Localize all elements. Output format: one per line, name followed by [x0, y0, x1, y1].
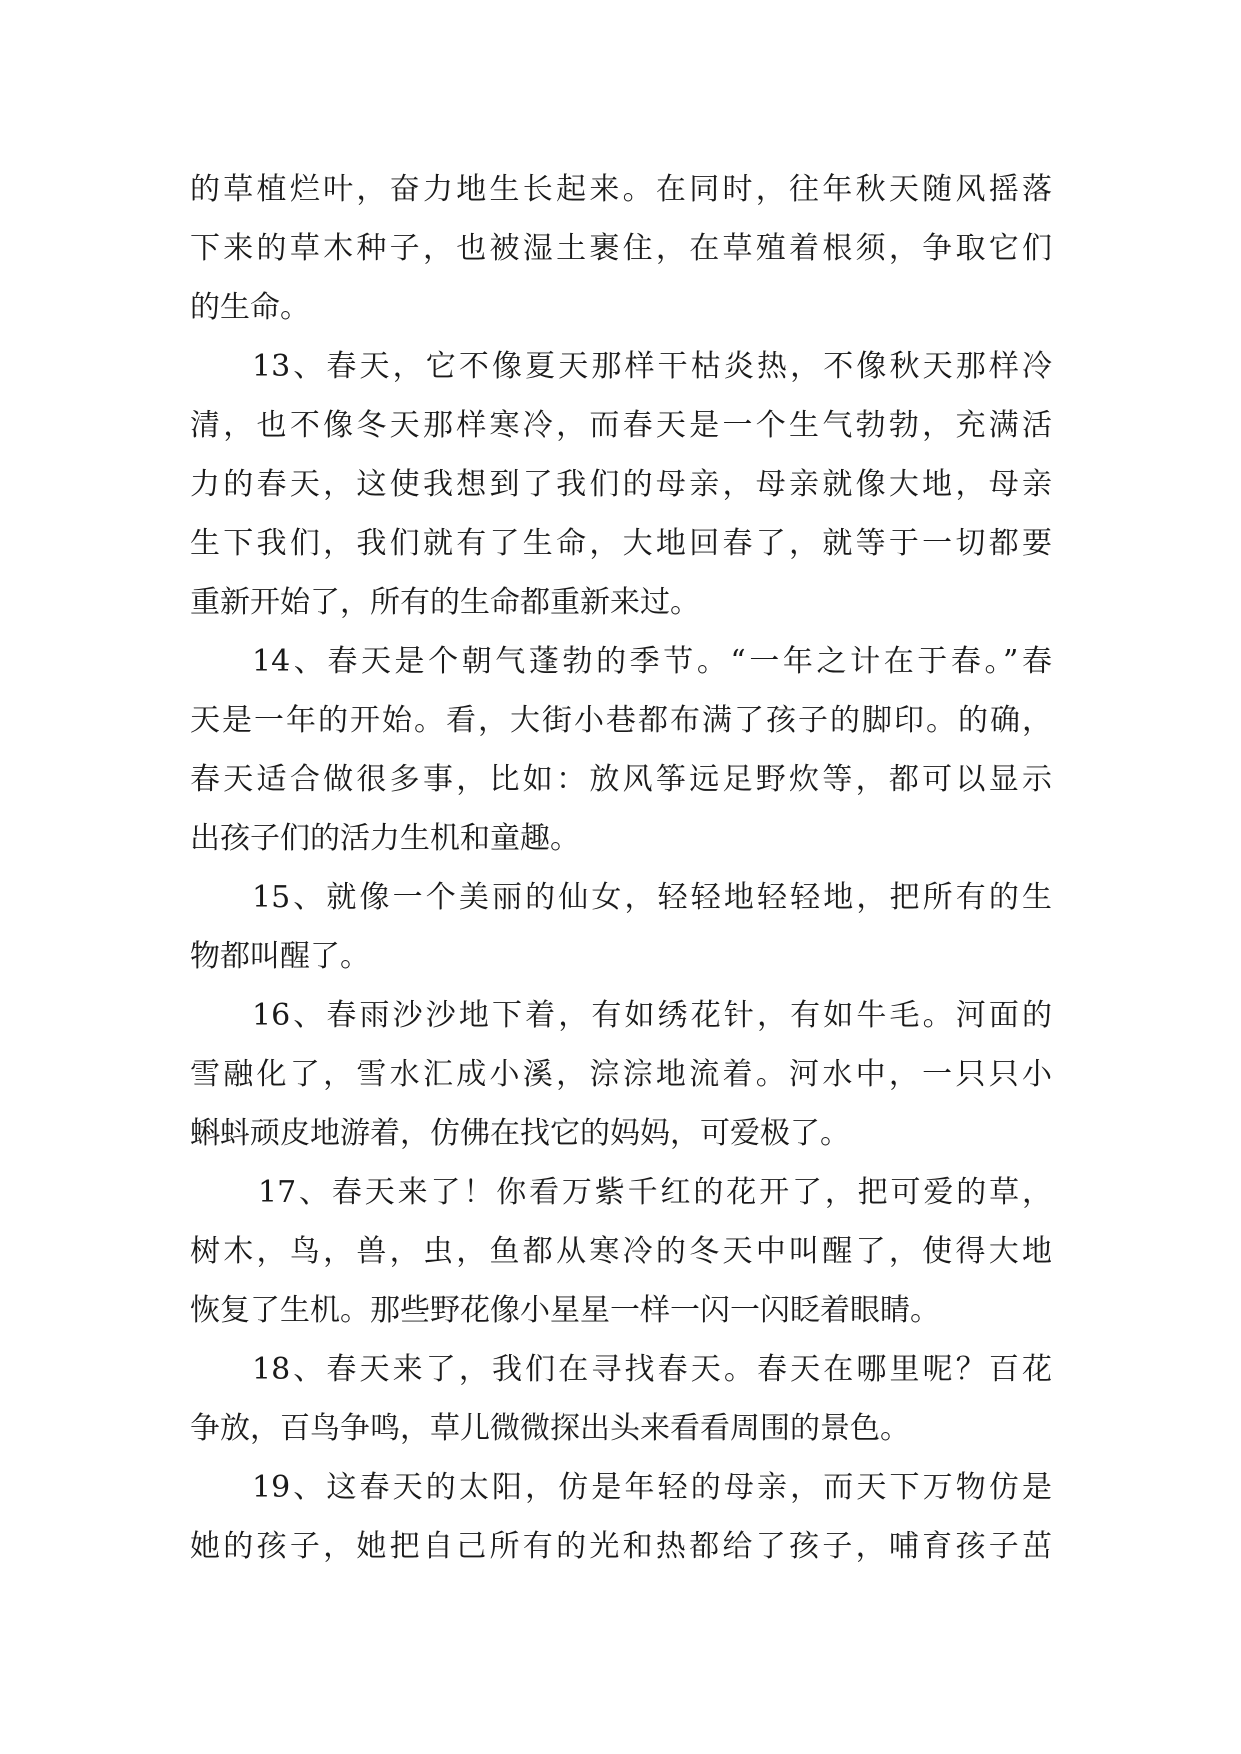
text-line: 生下我们，我们就有了生命，大地回春了，就等于一切都要: [190, 526, 1052, 561]
document-body: [190, 160, 1052, 1576]
paragraph-17-first-line: 17、春天来了！你看万紫千红的花开了，把可爱的草，: [258, 1175, 1052, 1210]
text-line: 下来的草木种子，也被湿土裹住，在草殖着根须，争取它们: [190, 231, 1052, 266]
text-line: 物都叫醒了。: [190, 939, 370, 974]
text-line: 力的春天，这使我想到了我们的母亲，母亲就像大地，母亲: [190, 467, 1052, 502]
text-line: 的草植烂叶，奋力地生长起来。在同时，往年秋天随风摇落: [190, 172, 1052, 207]
text-line: 重新开始了，所有的生命都重新来过。: [190, 585, 700, 620]
text-line: 的生命。: [190, 290, 310, 325]
paragraph-16-first-line: 16、春雨沙沙地下着，有如绣花针，有如牛毛。河面的: [252, 998, 1052, 1033]
text-line: 恢复了生机。那些野花像小星星一样一闪一闪眨着眼睛。: [190, 1293, 940, 1328]
text-line: 清，也不像冬天那样寒冷，而春天是一个生气勃勃，充满活: [190, 408, 1052, 443]
paragraph-18-first-line: 18、春天来了，我们在寻找春天。春天在哪里呢？百花: [252, 1352, 1052, 1387]
text-line: 雪融化了，雪水汇成小溪，淙淙地流着。河水中，一只只小: [190, 1057, 1052, 1092]
text-line: 天是一年的开始。看，大街小巷都布满了孩子的脚印。的确，: [190, 703, 1052, 738]
text-line: 争放，百鸟争鸣，草儿微微探出头来看看周围的景色。: [190, 1411, 910, 1446]
text-line: 树木，鸟，兽，虫，鱼都从寒冷的冬天中叫醒了，使得大地: [190, 1234, 1052, 1269]
text-line: 蝌蚪顽皮地游着，仿佛在找它的妈妈，可爱极了。: [190, 1116, 850, 1151]
text-line: 出孩子们的活力生机和童趣。: [190, 821, 580, 856]
paragraph-19-first-line: 19、这春天的太阳，仿是年轻的母亲，而天下万物仿是: [252, 1470, 1052, 1505]
paragraph-15-first-line: 15、就像一个美丽的仙女，轻轻地轻轻地，把所有的生: [252, 880, 1052, 915]
paragraph-13-first-line: 13、春天，它不像夏天那样干枯炎热，不像秋天那样冷: [252, 349, 1052, 384]
text-line: 春天适合做很多事，比如：放风筝远足野炊等，都可以显示: [190, 762, 1052, 797]
paragraph-14-first-line: 14、春天是个朝气蓬勃的季节。“一年之计在于春。”春: [252, 644, 1052, 679]
text-line: 她的孩子，她把自己所有的光和热都给了孩子，哺育孩子茁: [190, 1529, 1052, 1564]
